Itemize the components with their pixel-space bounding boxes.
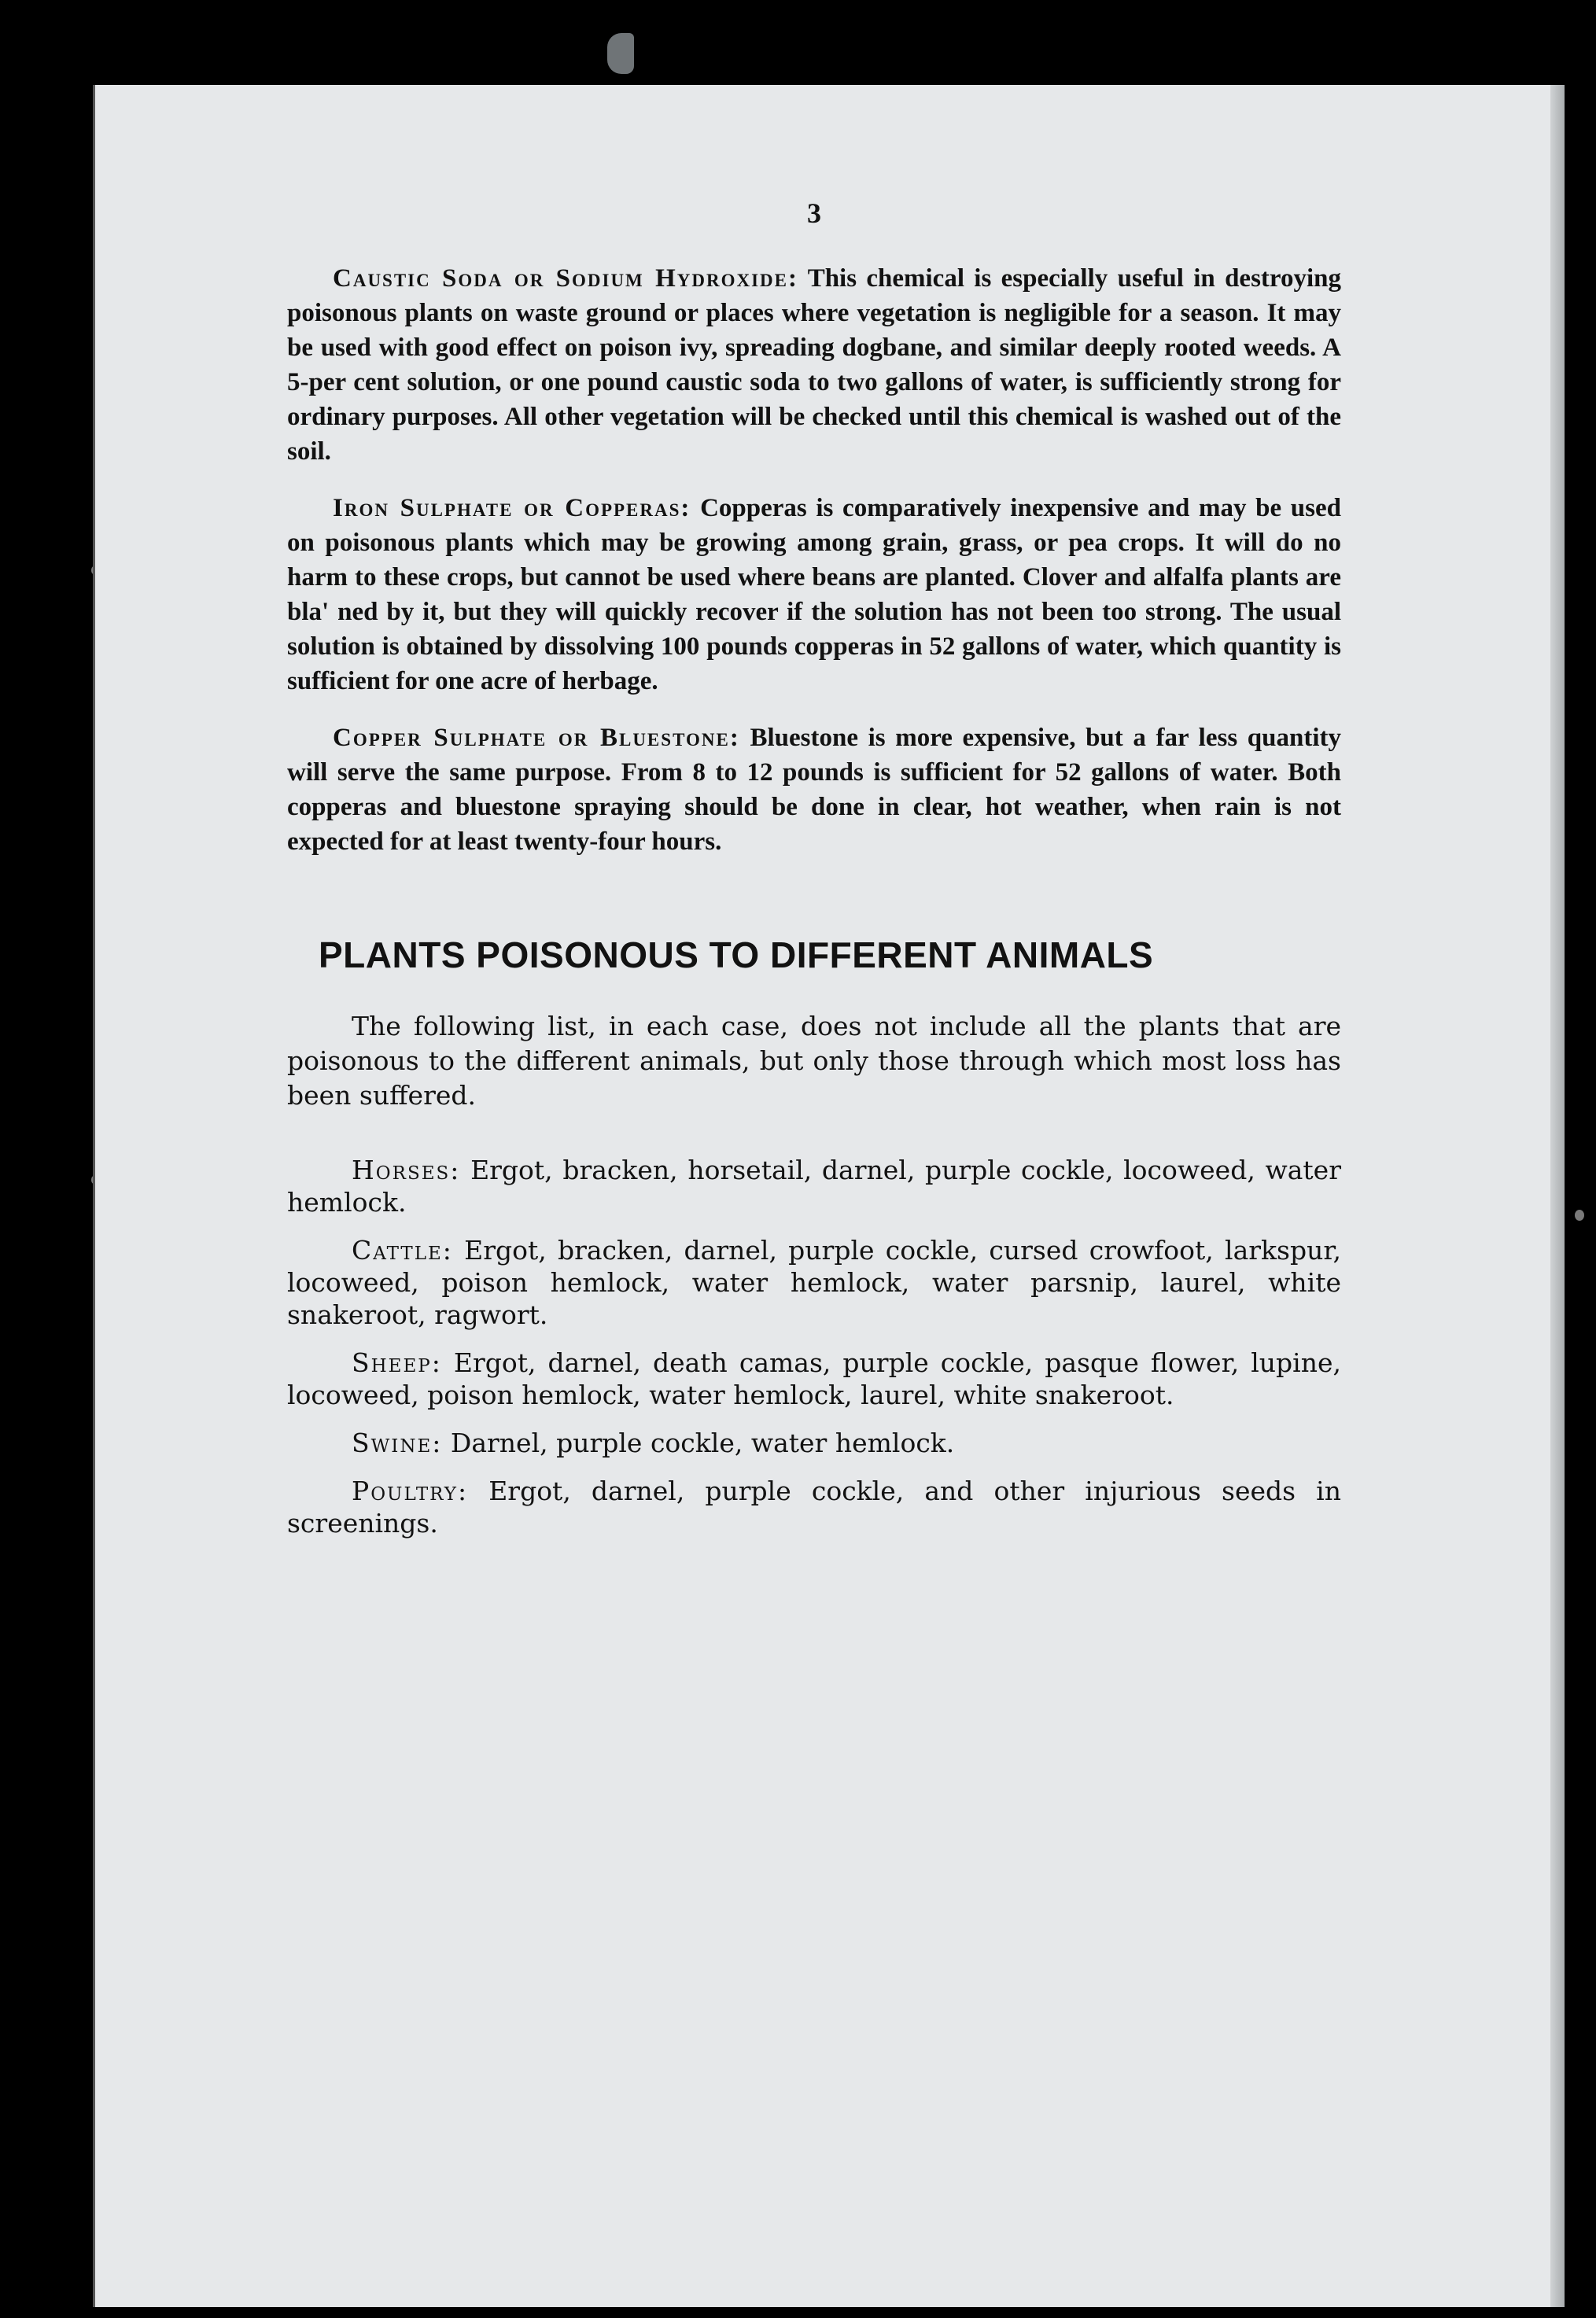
animal-name: Cattle: <box>352 1235 453 1266</box>
treatment-text: This chemical is especially useful in destroying poisonous plants on waste ground or places where vegetation is negligible for a season. It may be used with good effect on poison ivy, spreading dogbane, and similar deeply rooted weeds. A 5-per cent solution, or one pound caustic soda to two gallons of water, is sufficiently strong for ordinary purposes. All other vegetation will be checked until this chemical is washed out of the soil. <box>287 264 1341 466</box>
page-content <box>287 197 1341 1555</box>
section-intro: The following list, in each case, does not include all the plants that are poisonous to the different animals, but only those through which most loss has been suffered. <box>287 1011 1341 1111</box>
page-number: 3 <box>807 197 821 229</box>
animal-entry-sheep <box>287 1347 1341 1411</box>
animal-name: Sheep: <box>352 1347 442 1378</box>
treatment-paragraph <box>287 720 1341 859</box>
section-heading: PLANTS POISONOUS TO DIFFERENT ANIMALS <box>319 934 1154 975</box>
animal-plants: Ergot, bracken, darnel, purple cockle, cursed crowfoot, larkspur, locoweed, poison hemlock, water hemlock, water parsnip, laurel, white snakeroot, ragwort. <box>287 1235 1341 1330</box>
animal-entry-horses <box>287 1154 1341 1218</box>
animal-plants: Ergot, darnel, death camas, purple cockle, pasque flower, lupine, locoweed, poison hemlock, water hemlock, laurel, white snakeroot. <box>287 1347 1341 1410</box>
treatment-heading: Caustic Soda or Sodium Hydroxide: <box>333 264 798 293</box>
animal-entry-poultry <box>287 1475 1341 1539</box>
treatment-text: Bluestone is more expensive, but a far less quantity will serve the same purpose. From 8 to 12 pounds is sufficient for 52 gallons of water. Both copperas and bluestone spraying should be done in clear, hot weather, when rain is not expected for at least twenty-four hours. <box>287 724 1342 856</box>
treatment-text: Copperas is comparatively inexpensive and may be used on poisonous plants which may be growing among grain, grass, or pea crops. It will do no harm to these crops, but cannot be used where beans are planted. Clover and alfalfa plants are bla' ned by it, but they will quickly recover if the solution has not been too strong. The usual solution is obtained by dissolving 100 pounds copperas in 52 gallons of water, which quantity is sufficient for one acre of herbage. <box>287 494 1341 695</box>
animal-name: Horses: <box>352 1155 461 1185</box>
animal-name: Swine: <box>352 1428 443 1458</box>
animal-entry-swine <box>287 1427 1341 1459</box>
animal-name: Poultry: <box>352 1476 469 1506</box>
treatment-heading: Iron Sulphate or Copperas: <box>333 494 691 522</box>
treatment-heading: Copper Sulphate or Bluestone: <box>333 724 740 752</box>
animal-plants: Ergot, bracken, horsetail, darnel, purple cockle, locoweed, water hemlock. <box>287 1155 1341 1218</box>
animal-plants: Ergot, darnel, purple cockle, and other injurious seeds in screenings. <box>287 1476 1341 1539</box>
treatment-paragraph <box>287 261 1341 469</box>
animal-entry-cattle <box>287 1234 1341 1331</box>
scan-mark <box>607 33 634 74</box>
scan-speck <box>1575 1210 1584 1221</box>
treatment-paragraph <box>287 491 1341 698</box>
animal-plants: Darnel, purple cockle, water hemlock. <box>450 1428 955 1458</box>
